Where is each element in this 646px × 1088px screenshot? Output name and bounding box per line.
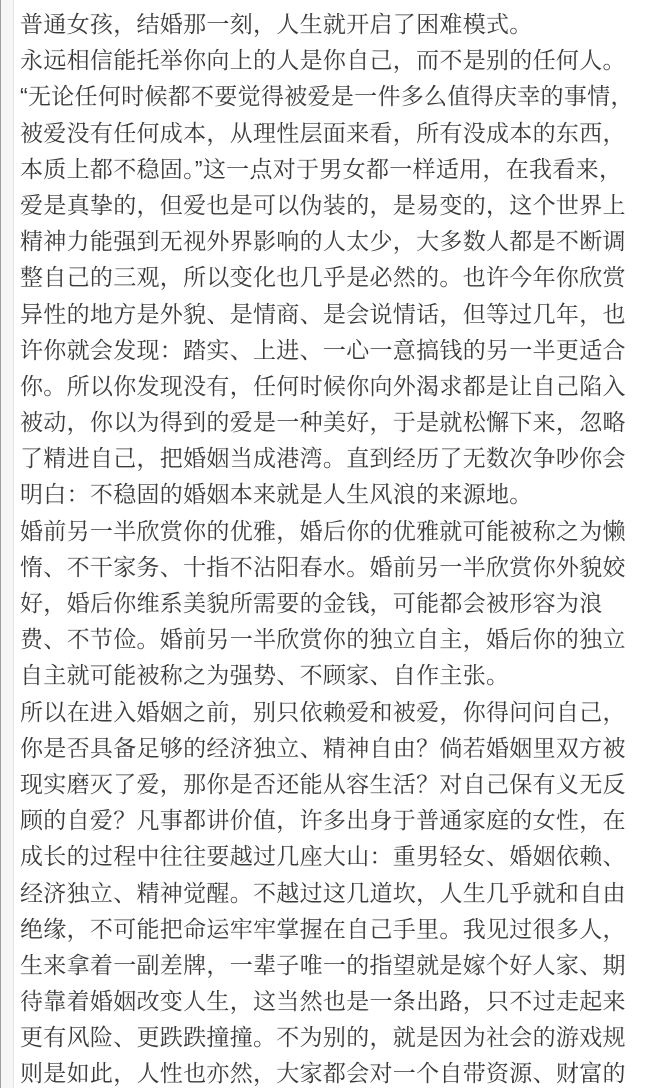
text-line: 精神力能强到无视外界影响的人太少，大多数人都是不断调 <box>20 228 626 255</box>
text-line: 惰、不干家务、十指不沾阳春水。婚前另一半欣赏你外貌姣 <box>20 553 626 580</box>
text-line: 永远相信能托举你向上的人是你自己，而不是别的任何人。 <box>20 47 626 74</box>
text-line: 顾的自爱？凡事都讲价值，许多出身于普通家庭的女性，在 <box>20 807 626 834</box>
text-line: 待靠着婚姻改变人生，这当然也是一条出路，只不过走起来 <box>20 988 626 1015</box>
page-left-edge <box>0 0 14 1088</box>
text-line: 生来拿着一副差牌，一辈子唯一的指望就是嫁个好人家、期 <box>20 951 626 978</box>
text-line: 自主就可能被称之为强势、不顾家、自作主张。 <box>20 662 510 689</box>
text-line: 被爱没有任何成本，从理性层面来看，所有没成本的东西， <box>20 119 626 146</box>
text-line: 所以在进入婚姻之前，别只依赖爱和被爱，你得问问自己， <box>20 698 626 725</box>
text-line: 成长的过程中往往要越过几座大山：重男轻女、婚姻依赖、 <box>20 843 626 870</box>
text-line: 整自己的三观，所以变化也几乎是必然的。也许今年你欣赏 <box>20 264 626 291</box>
text-line: 现实磨灭了爱，那你是否还能从容生活？对自己保有义无反 <box>20 770 626 797</box>
text-line: 费、不节俭。婚前另一半欣赏你的独立自主，婚后你的独立 <box>20 626 626 653</box>
article-text <box>20 0 636 1088</box>
text-line: 了精进自己，把婚姻当成港湾。直到经历了无数次争吵你会 <box>20 445 626 472</box>
text-line: 则是如此，人性也亦然，大家都会对一个自带资源、财富的 <box>20 1060 626 1087</box>
text-line: 你是否具备足够的经济独立、精神自由？倘若婚姻里双方被 <box>20 734 626 761</box>
text-line: 明白：不稳固的婚姻本来就是人生风浪的来源地。 <box>20 481 533 508</box>
text-line: 被动，你以为得到的爱是一种美好，于是就松懈下来，忽略 <box>20 409 626 436</box>
text-line: “无论任何时候都不要觉得被爱是一件多么值得庆幸的事情， <box>20 83 634 110</box>
text-line: 绝缘，不可能把命运牢牢掌握在自己手里。我见过很多人， <box>20 915 626 942</box>
text-line: 你。所以你发现没有，任何时候你向外渴求都是让自己陷入 <box>20 372 626 399</box>
text-line: 爱是真挚的，但爱也是可以伪装的，是易变的，这个世界上 <box>20 191 626 218</box>
text-line: 婚前另一半欣赏你的优雅，婚后你的优雅就可能被称之为懒 <box>20 517 626 544</box>
text-line: 更有风险、更跌跌撞撞。不为别的，就是因为社会的游戏规 <box>20 1024 626 1051</box>
text-line: 好，婚后你维系美貌所需要的金钱，可能都会被形容为浪 <box>20 590 603 616</box>
text-line: 普通女孩，结婚那一刻，人生就开启了困难模式。 <box>20 11 533 37</box>
text-line: 异性的地方是外貌、是情商、是会说情话，但等过几年，也 <box>20 300 626 327</box>
text-line: 经济独立、精神觉醒。不越过这几道坎，人生几乎就和自由 <box>20 879 626 906</box>
text-line: 许你就会发现：踏实、上进、一心一意搞钱的另一半更适合 <box>20 336 626 363</box>
text-line: 本质上都不稳固。”这一点对于男女都一样适用，在我看来， <box>20 155 623 182</box>
